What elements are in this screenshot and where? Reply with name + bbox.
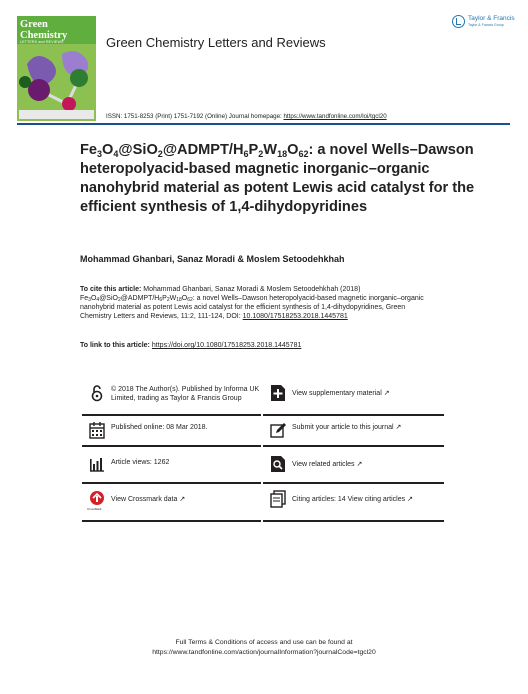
article-title: $Fe_3O_4@SiO_2@ADMPT/H_6P_2W_{18}O_{62}$: a novel Wells–Dawson heteropolyacid-based magnetic inorganic–organic nanohybrid material as potent Lewis acid catalyst for the efficient synthesis of 1,4-dihydopyridines — [80, 142, 475, 215]
cell-divider — [82, 445, 261, 447]
external-link-icon: ↗ — [407, 496, 413, 503]
related-articles-link[interactable]: View related articles — [292, 461, 355, 468]
cell-divider — [82, 482, 261, 484]
cell-divider — [263, 414, 444, 416]
cell-divider — [263, 482, 444, 484]
journal-cover-image — [17, 16, 96, 121]
edit-pencil-icon — [270, 421, 286, 439]
submit-cell[interactable] — [263, 419, 445, 455]
publisher-logo-group: Taylor & Francis Group — [468, 23, 504, 27]
bar-chart-icon — [89, 455, 105, 473]
external-link-icon: ↗ — [179, 496, 186, 503]
journal-homepage-link[interactable]: https://www.tandfonline.com/loi/tgcl20 — [283, 113, 387, 120]
crossmark-cell[interactable] — [82, 488, 262, 524]
calendar-icon — [89, 421, 105, 439]
document-plus-icon — [270, 384, 286, 402]
issn-text: ISSN: 1751-8253 (Print) 1751-7192 (Online) Journal homepage: — [106, 113, 284, 120]
terms-footer — [0, 638, 528, 658]
cell-divider — [82, 414, 261, 416]
journal-name: Green Chemistry Letters and Reviews — [106, 35, 326, 50]
footer-line-1: Full Terms & Conditions of access and use can be found at — [175, 639, 353, 646]
cover-title: Green Chemistry — [20, 19, 68, 41]
license-text: © 2018 The Author(s). Published by Informa UK Limited, trading as Taylor & Francis Group — [111, 386, 260, 402]
footer-terms-link[interactable]: https://www.tandfonline.com/action/journalInformation?journalCode=tgcl20 — [152, 649, 376, 656]
citation-block: To cite this article: Mohammad Ghanbari, Sanaz Moradi & Moslem Setoodehkhah (2018) $Fe_3O_4@SiO_2@ADMPT/H_6P_2W_{18}O_{62}$: a novel Wells–Dawson heteropolyacid-based magnetic inorganic–organic nanohybrid material as potent Lewis acid catalyst for the efficient synthesis of 1,4-dihydopyridines, Green Chemistry Letters and Reviews, 11:2, 111-124, DOI: 10.1080/17518253.2018.1445781 — [80, 286, 424, 320]
cover-footer-strip — [19, 110, 94, 119]
cell-divider — [263, 445, 444, 447]
related-search-icon — [270, 455, 286, 473]
submit-article-link[interactable]: Submit your article to this journal — [292, 424, 394, 431]
publisher-logo — [452, 14, 514, 32]
publisher-logo-name: Taylor & Francis — [468, 15, 515, 22]
external-link-icon: ↗ — [356, 461, 363, 468]
link-label: To link to this article: — [80, 342, 150, 349]
citation-doi-link[interactable]: 10.1080/17518253.2018.1445781 — [242, 313, 348, 320]
related-cell[interactable] — [263, 453, 445, 489]
issn-line — [106, 113, 387, 120]
open-access-icon — [89, 384, 105, 402]
citing-articles-link[interactable]: Citing articles: 14 View citing articles — [292, 496, 406, 503]
article-doi-link[interactable]: https://doi.org/10.1080/17518253.2018.1445781 — [151, 342, 302, 349]
crossmark-icon-label: CrossMark — [87, 507, 102, 511]
supplementary-link[interactable]: View supplementary material — [292, 390, 382, 397]
citation-label: To cite this article: — [80, 286, 142, 293]
article-authors: Mohammad Ghanbari, Sanaz Moradi & Moslem Setoodehkhah — [80, 254, 345, 264]
header-divider — [17, 123, 510, 125]
crossmark-link[interactable]: View Crossmark data — [111, 496, 178, 503]
supplementary-cell[interactable] — [263, 382, 445, 418]
citing-documents-icon — [270, 490, 286, 508]
published-date: Published online: 08 Mar 2018. — [111, 424, 208, 431]
citing-cell[interactable] — [263, 488, 445, 524]
cover-subtitle: LETTERS and REVIEWS — [20, 40, 64, 44]
article-views: Article views: 1262 — [111, 459, 170, 466]
views-cell — [82, 453, 262, 489]
article-link-line — [80, 342, 301, 349]
published-cell — [82, 419, 262, 455]
cell-divider — [82, 520, 261, 522]
license-cell — [82, 382, 262, 418]
cell-divider — [263, 520, 444, 522]
external-link-icon: ↗ — [395, 424, 402, 431]
external-link-icon: ↗ — [383, 390, 390, 397]
taylor-francis-logo-icon — [452, 15, 465, 28]
